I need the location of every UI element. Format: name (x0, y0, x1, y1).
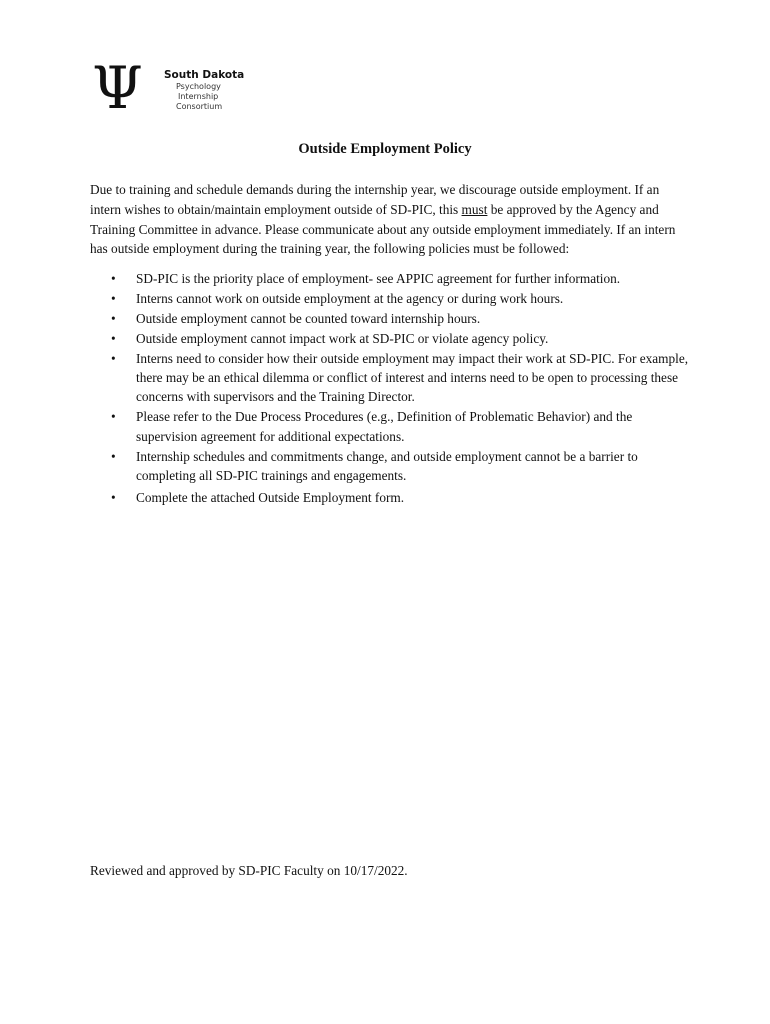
intro-text-part1: Due to training and schedule demands during the internship year, we discourage outside employment. If an intern wishes to obtain/maintain employment outside of SD-PIC, this (90, 182, 660, 217)
document-title: Outside Employment Policy (298, 141, 472, 157)
psi-symbol-icon: Ψ (92, 54, 143, 122)
bullet-icon: • (111, 291, 116, 306)
consortium-logo (92, 54, 252, 122)
logo-line-internship: Internship (178, 92, 219, 101)
policy-item (90, 289, 690, 308)
policy-item-text: SD-PIC is the priority place of employment- see APPIC agreement for further information. (136, 271, 621, 286)
intro-underlined-word: must (461, 201, 488, 217)
bullet-icon: • (111, 490, 116, 506)
policy-item (90, 309, 690, 328)
approval-note: Reviewed and approved by SD-PIC Faculty on 10/17/2022. (90, 863, 408, 878)
bullet-icon: • (111, 311, 116, 326)
policy-item-text: Interns cannot work on outside employment at the agency or during work hours. (136, 291, 564, 306)
policy-item-text: Complete the attached Outside Employment form. (136, 490, 405, 506)
policy-item-text: Please refer to the Due Process Procedures (e.g., Definition of Problematic Behavior) and the supervision agreement for additional expectations. (136, 409, 633, 444)
bullet-icon: • (111, 409, 116, 425)
bullet-icon: • (111, 448, 116, 464)
policy-list (90, 269, 690, 508)
intro-text-part2: be approved by the Agency and Training Committee in advance. Please communicate about any outside employment immediately. If an intern has outside employment during the training year, the following policies must be followed: (90, 201, 676, 257)
policy-item-text: Interns need to consider how their outside employment may impact their work at SD-PIC. For example, there may be an ethical dilemma or conflict of interest and interns need to be open to processing these concerns with supervisors and the Training Director. (136, 351, 689, 405)
policy-item (90, 447, 690, 485)
logo-line-south-dakota: South Dakota (164, 69, 245, 81)
logo-line-psychology: Psychology (176, 82, 221, 91)
bullet-icon: • (111, 331, 116, 346)
logo-text (164, 68, 244, 112)
policy-item (90, 488, 690, 507)
policy-item-text: Outside employment cannot be counted toward internship hours. (136, 311, 481, 326)
policy-item (90, 329, 690, 348)
intro-paragraph (90, 180, 690, 259)
policy-item (90, 269, 690, 288)
policy-item (90, 407, 690, 445)
bullet-icon: • (111, 351, 116, 366)
policy-item-text: Internship schedules and commitments change, and outside employment cannot be a barrier to completing all SD-PIC trainings and engagements. (136, 448, 638, 483)
logo-line-consortium: Consortium (176, 102, 223, 111)
bullet-icon: • (111, 271, 116, 286)
policy-item (90, 349, 690, 407)
policy-item-text: Outside employment cannot impact work at SD-PIC or violate agency policy. (136, 331, 549, 346)
